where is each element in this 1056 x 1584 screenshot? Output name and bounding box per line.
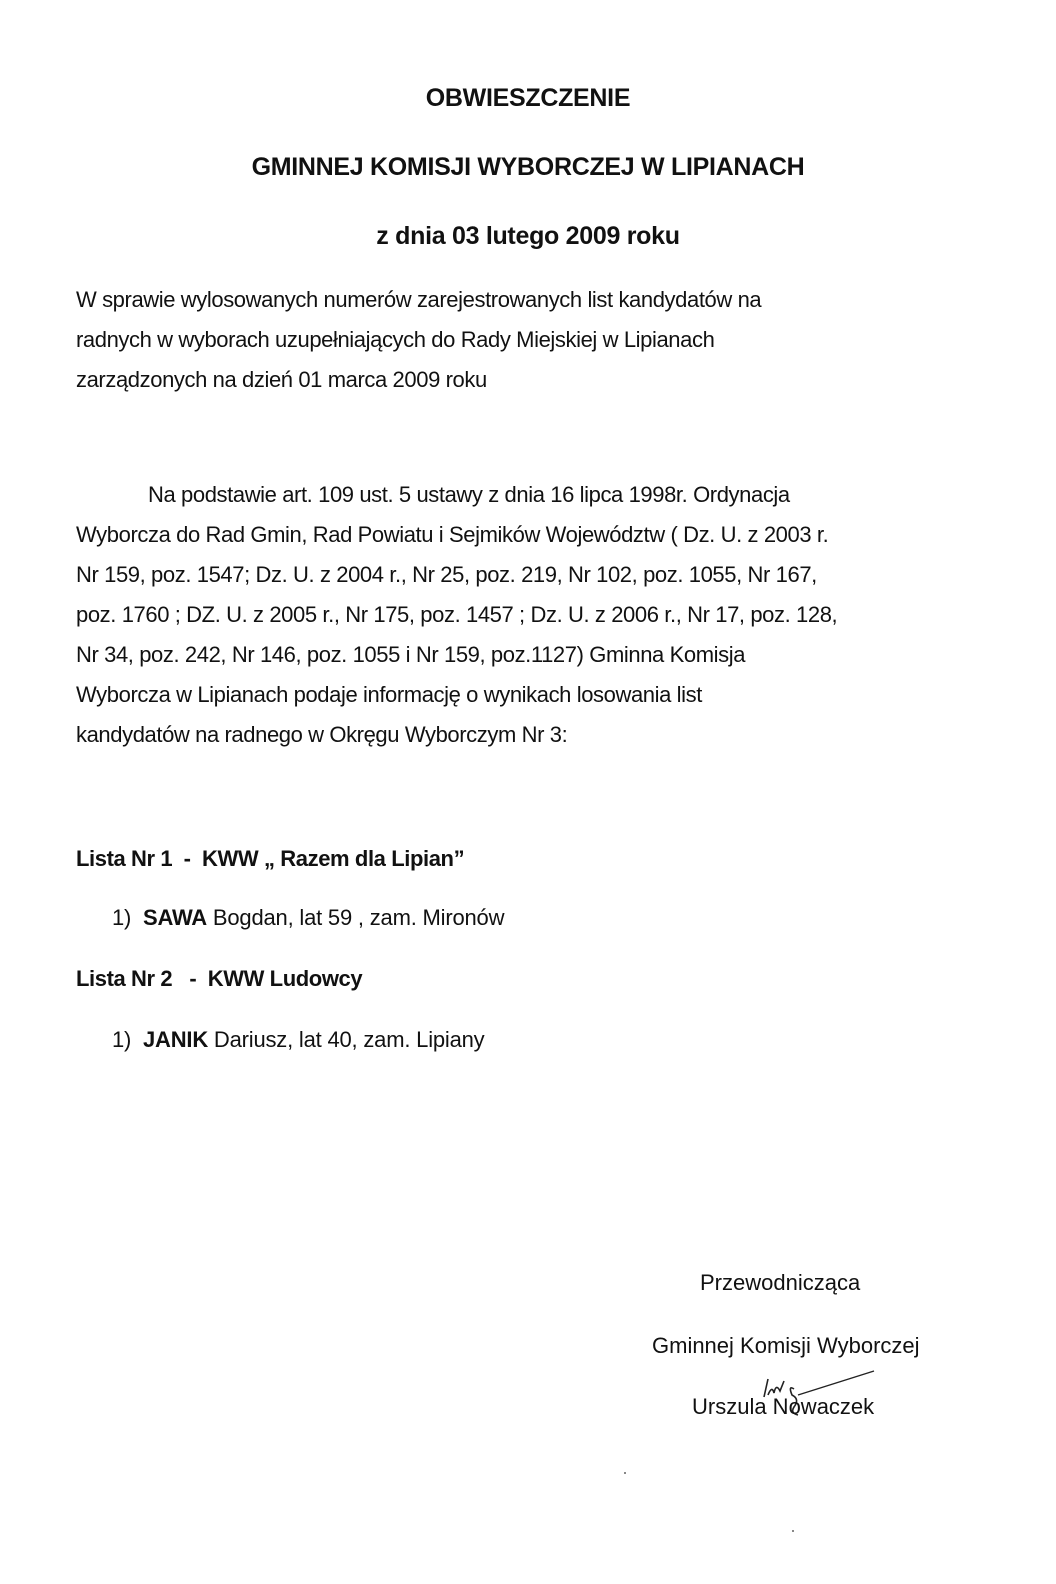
issuing-body: GMINNEJ KOMISJI WYBORCZEJ W LIPIANACH	[251, 153, 805, 181]
subject-paragraph	[76, 280, 1016, 400]
subject-line: zarządzonych na dzień 01 marca 2009 roku	[76, 367, 487, 392]
body-line: Wyborcza do Rad Gmin, Rad Powiatu i Sejmików Województw ( Dz. U. z 2003 r.	[76, 522, 829, 547]
body-line: Nr 34, poz. 242, Nr 146, poz. 1055 i Nr 159, poz.1127) Gminna Komisja	[76, 642, 746, 667]
list-1-heading: Lista Nr 1 - KWW „ Razem dla Lipian”	[76, 846, 465, 871]
signatory-name: Urszula Nowaczek	[692, 1394, 875, 1419]
body-line: Na podstawie art. 109 ust. 5 ustawy z dnia 16 lipca 1998r. Ordynacja	[148, 482, 790, 507]
subject-line: radnych w wyborach uzupełniających do Rady Miejskiej w Lipianach	[76, 327, 715, 352]
document-title: OBWIESZCZENIE	[425, 84, 631, 112]
signatory-body: Gminnej Komisji Wyborczej	[652, 1333, 920, 1358]
candidate-surname: SAWA	[143, 905, 207, 930]
body-line: Wyborcza w Lipianach podaje informację o wynikach losowania list	[76, 682, 702, 707]
scan-speck	[624, 1472, 626, 1474]
signatory-role: Przewodnicząca	[700, 1270, 861, 1295]
candidate-details: Bogdan, lat 59 , zam. Mironów	[207, 905, 505, 930]
body-line: Nr 159, poz. 1547; Dz. U. z 2004 r., Nr 25, poz. 219, Nr 102, poz. 1055, Nr 167,	[76, 562, 817, 587]
list-1-candidate	[112, 905, 504, 931]
candidate-number: 1)	[112, 1027, 132, 1052]
legal-basis-paragraph	[76, 475, 1016, 755]
candidate-surname: JANIK	[143, 1027, 209, 1052]
body-line: kandydatów na radnego w Okręgu Wyborczym Nr 3:	[76, 722, 568, 747]
list-2-candidate	[112, 1027, 484, 1053]
list-2-heading: Lista Nr 2 - KWW Ludowcy	[76, 966, 363, 991]
candidate-number: 1)	[112, 905, 132, 930]
scan-speck	[792, 1530, 794, 1532]
subject-line: W sprawie wylosowanych numerów zarejestrowanych list kandydatów na	[76, 287, 762, 312]
body-line: poz. 1760 ; DZ. U. z 2005 r., Nr 175, poz. 1457 ; Dz. U. z 2006 r., Nr 17, poz. 128,	[76, 602, 838, 627]
document-date: z dnia 03 lutego 2009 roku	[376, 222, 680, 250]
candidate-details: Dariusz, lat 40, zam. Lipiany	[208, 1027, 485, 1052]
